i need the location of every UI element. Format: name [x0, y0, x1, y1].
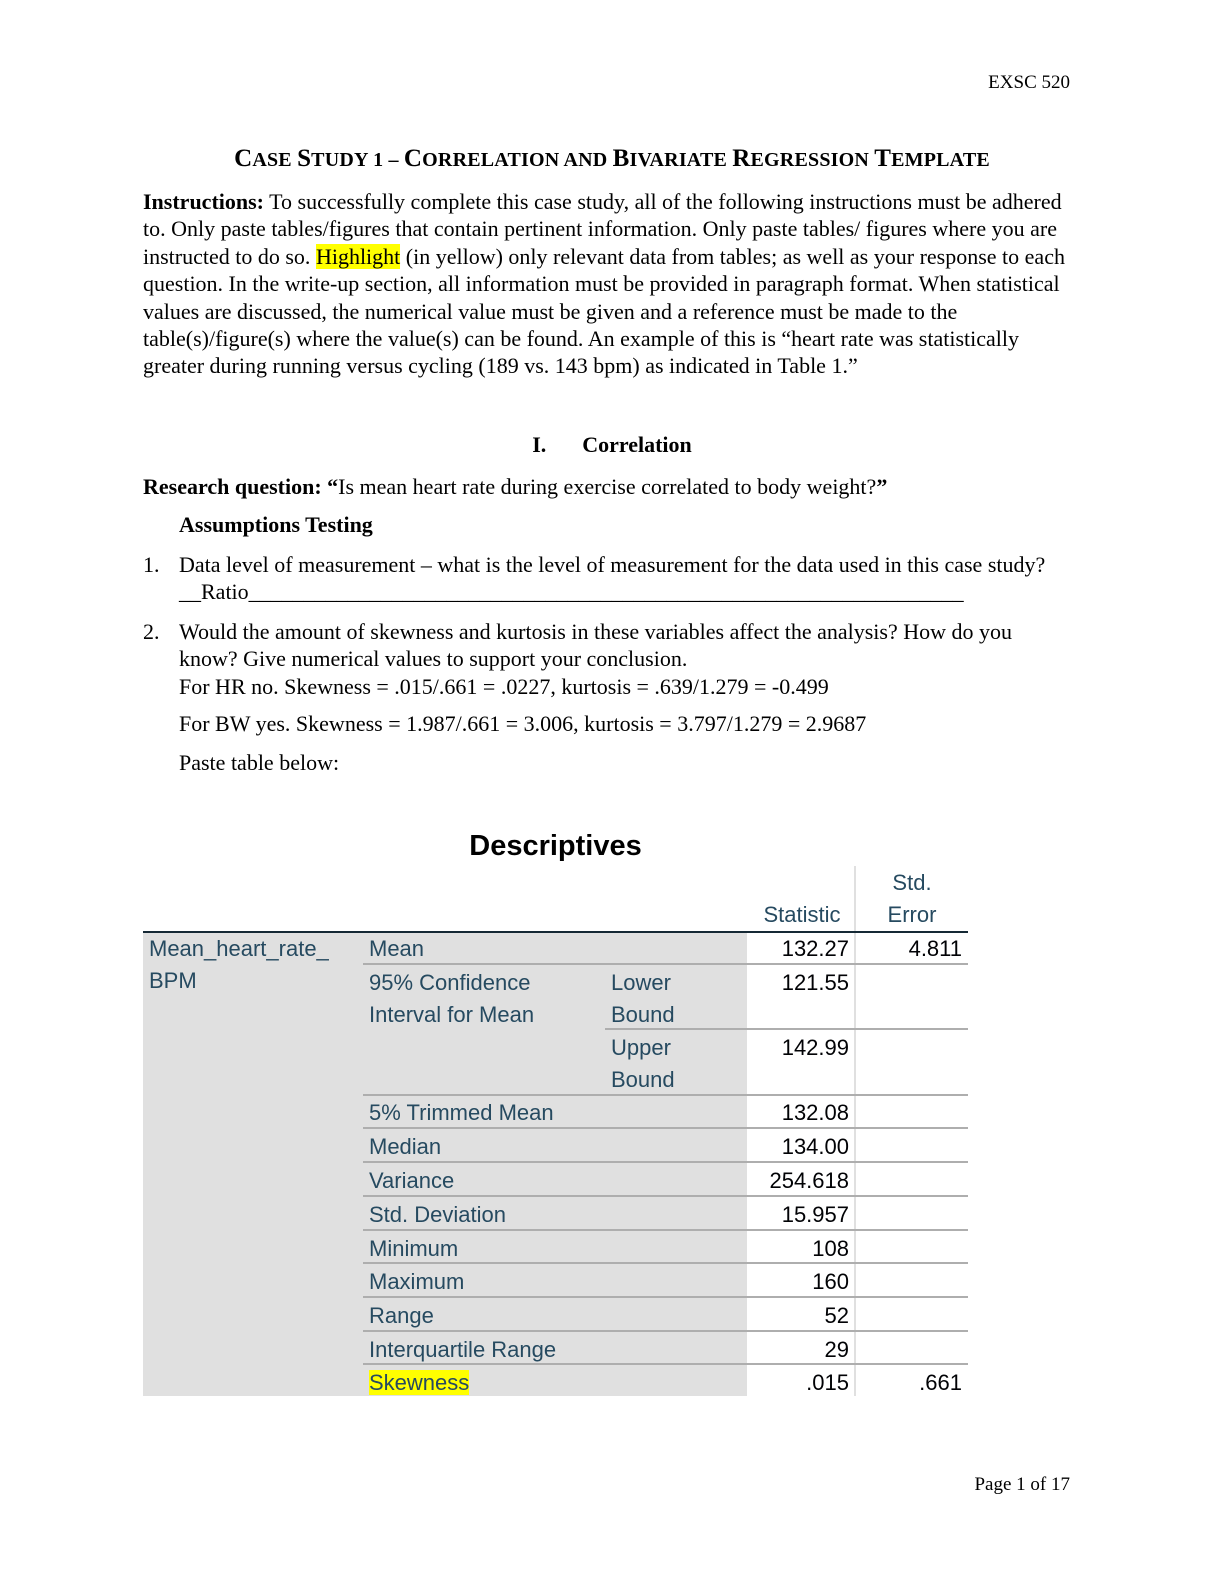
- assumptions-heading: Assumptions Testing: [179, 512, 373, 537]
- question-2: 2. Would the amount of skewness and kurtosis in these variables affect the analysis? How do you know? Give numerical values to support your conclusion. For HR no. Skewness = .015/.661 = .0227, kurtosis = .639/1.279 = -0.499: [143, 619, 1013, 699]
- variable-name-2: BPM: [149, 968, 197, 993]
- variance-statistic: 254.618: [769, 1168, 849, 1193]
- range-statistic: 52: [824, 1303, 849, 1328]
- highlight-word: Highlight: [315, 243, 401, 269]
- research-question: Research question: “Is mean heart rate during exercise correlated to body weight?”: [143, 474, 888, 499]
- mean-statistic: 132.27: [781, 936, 849, 961]
- row-interquartile-range: Interquartile Range: [369, 1337, 557, 1362]
- row-median: Median: [369, 1134, 442, 1159]
- row-std-deviation: Std. Deviation: [369, 1202, 506, 1227]
- row-skewness: [369, 1370, 469, 1396]
- question-1: 1. Data level of measurement – what is the level of measurement for the data used in this case study? __Ratio_________________________________________________________________: [143, 552, 1046, 605]
- row-upper-bound-1: Upper: [611, 1035, 671, 1060]
- row-trimmed-mean: 5% Trimmed Mean: [369, 1100, 554, 1125]
- bw-answer: For BW yes. Skewness = 1.987/.661 = 3.006, kurtosis = 3.797/1.279 = 2.9687: [179, 711, 867, 736]
- skewness-highlight: Skewness: [369, 1370, 470, 1395]
- skewness-std-error: .661: [919, 1370, 962, 1395]
- col-header-std-error-1: Std.: [892, 870, 932, 895]
- row-variance: Variance: [369, 1168, 455, 1193]
- page-number: Page 1 of 17: [974, 1474, 1070, 1495]
- row-range: Range: [369, 1303, 434, 1328]
- upper-bound-statistic: 142.99: [781, 1035, 849, 1060]
- mean-std-error: 4.811: [908, 936, 962, 961]
- median-statistic: 134.00: [781, 1134, 849, 1159]
- document-title: CASE STUDY 1 – CORRELATION AND BIVARIATE REGRESSION TEMPLATE: [234, 145, 990, 172]
- instructions-paragraph: Instructions: To successfully complete this case study, all of the following instructions must be adhered to. Only paste tables/figures that contain pertinent information. Only paste tables/ figures where you are instructed to do so. Highlight (in yellow) only relevant data from tables; as well as your response to each question. In the write-up section, all information must be provided in paragraph format. When statistical values are discussed, the numerical value must be given and a reference must be made to the table(s)/figure(s) where the value(s) can be found. An example of this is “heart rate was statistically greater during running versus cycling (189 vs. 143 bpm) as indicated in Table 1.”: [143, 189, 1065, 379]
- std-deviation-statistic: 15.957: [781, 1202, 849, 1227]
- row-lower-bound-2: Bound: [611, 1002, 675, 1027]
- row-lower-bound-1: Lower: [611, 970, 671, 995]
- row-ci-label-1: 95% Confidence: [369, 970, 531, 995]
- course-code: EXSC 520: [988, 72, 1070, 93]
- row-minimum: Minimum: [369, 1236, 459, 1261]
- trimmed-mean-statistic: 132.08: [781, 1100, 849, 1125]
- descriptives-table: [143, 866, 968, 1396]
- row-mean: Mean: [369, 936, 425, 961]
- col-header-std-error-2: Error: [887, 902, 937, 927]
- minimum-statistic: 108: [812, 1236, 849, 1261]
- instructions-label: Instructions:: [143, 189, 265, 214]
- lower-bound-statistic: 121.55: [781, 970, 849, 995]
- iqr-statistic: 29: [824, 1337, 849, 1362]
- row-maximum: Maximum: [369, 1269, 465, 1294]
- section-heading: I. Correlation: [532, 432, 692, 457]
- row-ci-label-2: Interval for Mean: [369, 1002, 535, 1027]
- row-upper-bound-2: Bound: [611, 1067, 675, 1092]
- table-title: Descriptives: [469, 830, 642, 862]
- maximum-statistic: 160: [812, 1269, 849, 1294]
- variable-name-1: Mean_heart_rate_: [149, 936, 329, 961]
- paste-label: Paste table below:: [179, 750, 340, 775]
- col-header-statistic: Statistic: [763, 902, 841, 927]
- hr-answer: For HR no. Skewness = .015/.661 = .0227, kurtosis = .639/1.279 = -0.499: [179, 673, 829, 699]
- skewness-statistic: .015: [806, 1370, 849, 1395]
